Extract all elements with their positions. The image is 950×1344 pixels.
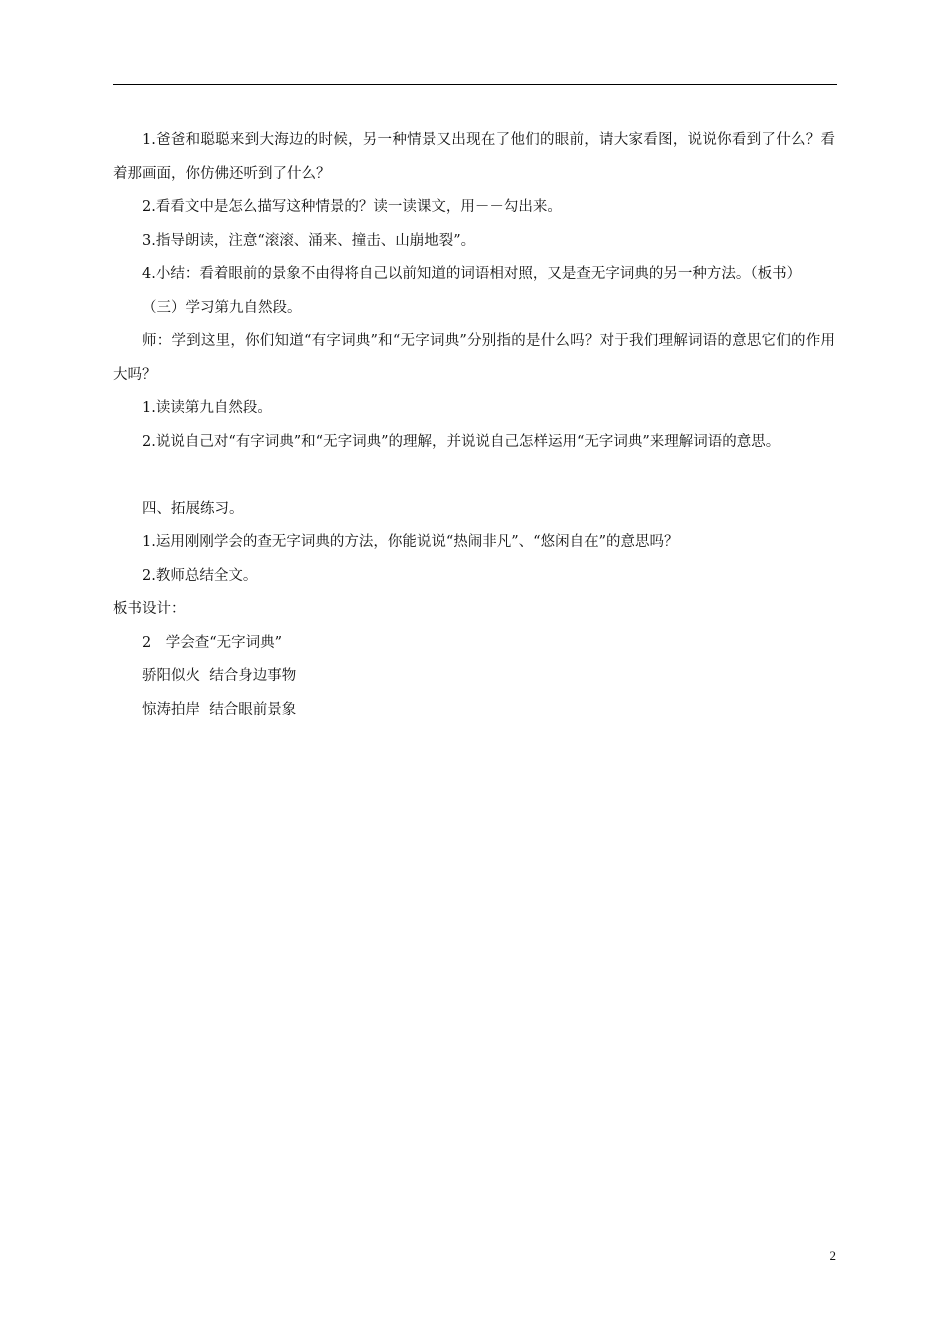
board-design-line-one: 骄阳似火 结合身边事物 [142, 668, 297, 684]
board-design-title: 2 学会查“无字词典” [142, 634, 283, 651]
section-heading-paragraph-nine: （三）学习第九自然段。 [142, 299, 302, 316]
paragraph-teacher-summary: 2.教师总结全文。 [142, 567, 258, 584]
paragraph-read-nine: 1.读读第九自然段。 [142, 400, 272, 416]
board-design-line-two: 惊涛拍岸 结合眼前景象 [142, 701, 297, 718]
paragraph-understanding: 2.说说自己对“有字词典”和“无字词典”的理解，并说说自己怎样运用“无字词典”来理解词语的意思。 [142, 433, 781, 450]
document-body [113, 124, 835, 727]
section-heading-extension: 四、拓展练习。 [142, 500, 244, 517]
paragraph-teacher-question: 师：学到这里，你们知道“有字词典”和“无字词典”分别指的是什么吗？对于我们理解词语的意思它们的作用大吗？ [113, 333, 835, 383]
paragraph-apply-method: 1.运用刚刚学会的查无字词典的方法，你能说说“热闹非凡”、“悠闲自在”的意思吗？ [142, 534, 679, 550]
page-number: 2 [829, 1248, 836, 1263]
paragraph-find-description: 2.看看文中是怎么描写这种情景的？读一读课文，用－－勾出来。 [142, 199, 562, 215]
paragraph-summary: 4.小结：看着眼前的景象不由得将自己以前知道的词语相对照，又是查无字词典的另一种方法。（板书） [142, 266, 802, 282]
header-rule [113, 84, 837, 85]
board-design-heading: 板书设计： [113, 601, 186, 617]
paragraph-observe-picture: 1.爸爸和聪聪来到大海边的时候，另一种情景又出现在了他们的眼前，请大家看图，说说你看到了什么？看着那画面，你仿佛还听到了什么？ [113, 132, 835, 182]
blank-line [113, 459, 835, 493]
paragraph-guided-reading: 3.指导朗读，注意“滚滚、涌来、撞击、山崩地裂”。 [142, 232, 476, 249]
